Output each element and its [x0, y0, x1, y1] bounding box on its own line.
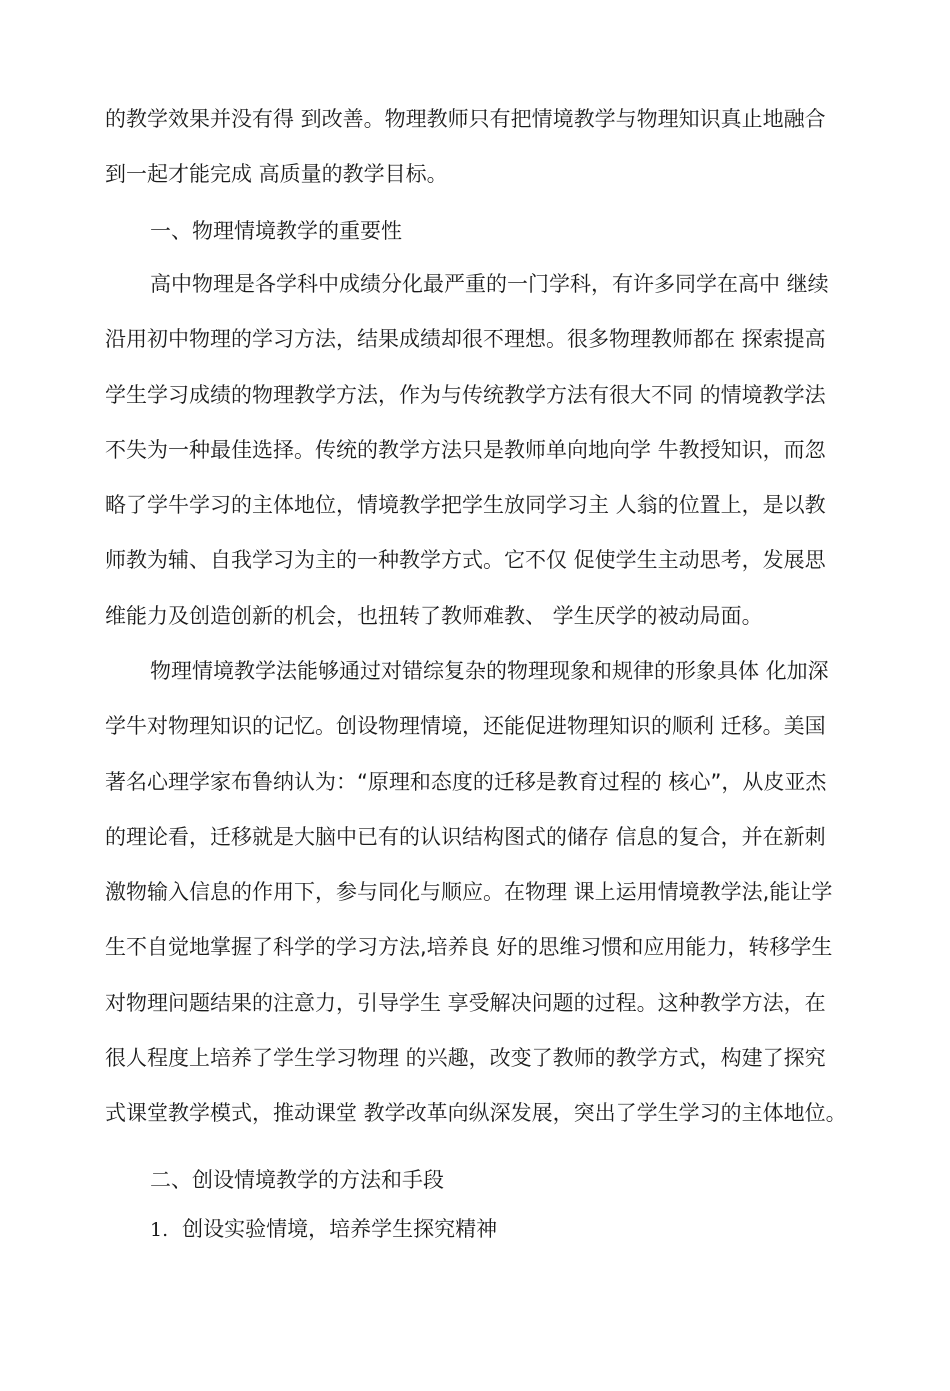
text-line: 到一起才能完成 高质量的教学目标。 [105, 162, 448, 187]
text-line: 学生学习成绩的物理教学方法，作为与传统教学方法有很大不同 的情境教学法 [105, 382, 826, 407]
text-line: 著名心理学家布鲁纳认为：“原理和态度的迁移是教育过程的 核心”，从皮亚杰 [105, 769, 827, 794]
section-heading-1: 一、物理情境教学的重要性 [150, 219, 402, 243]
text-line: 对物理问题结果的注意力，引导学生 享受解决问题的过程。这种教学方法，在 [105, 990, 826, 1015]
paragraph-transfer [105, 644, 850, 1142]
text-line: 师教为辅、自我学习为主的一种教学方式。它不仅 促使学生主动思考，发展思 [105, 548, 826, 573]
text-line: 很人程度上培养了学生学习物理 的兴趣，改变了教师的教学方式，构建了探究 [105, 1046, 826, 1071]
text-line: 式课堂教学模式，推动课堂 教学改革向纵深发展，突出了学生学习的主体地位。 [105, 1101, 847, 1126]
text-line: 沿用初中物理的学习方法，结果成绩却很不理想。很多物理教师都在 探索提高 [105, 327, 826, 352]
intro-paragraph [105, 92, 850, 203]
text-line: 物理情境教学法能够通过对错综复杂的物理现象和规律的形象具体 化加深 [150, 659, 829, 683]
subheading-number: 1. [150, 1219, 169, 1241]
text-line: 高中物理是各学科中成绩分化最严重的一门学科，有许多同学在高中 继续 [150, 272, 829, 296]
text-line: 的理论看，迁移就是大脑中已有的认识结构图式的储存 信息的复合，并在新刺 [105, 824, 826, 849]
text-line: 激物输入信息的作用下，参与同化与顺应。在物理 课上运用情境教学法,能让学 [105, 880, 833, 905]
text-line: 维能力及创造创新的机会，也扭转了教师难教、 学生厌学的被动局面。 [105, 603, 763, 628]
text-line: 略了学牛学习的主体地位，情境教学把学生放同学习主 人翁的位置上，是以教 [105, 493, 826, 518]
text-line: 生不自觉地掌握了科学的学习方法,培养良 好的思维习惯和应用能力，转移学生 [105, 935, 833, 960]
subheading-1 [150, 1214, 497, 1245]
paragraph-importance [105, 257, 850, 644]
text-line: 学牛对物理知识的记忆。创设物理情境，还能促进物理知识的顺利 迁移。美国 [105, 714, 826, 739]
text-line: 的教学效果并没有得 到改善。物理教师只有把情境教学与物理知识真止地融合 [105, 107, 826, 131]
text-line: 不失为一种最佳选择。传统的教学方法只是教师单向地向学 牛教授知识，而忽 [105, 437, 826, 462]
subheading-text: 创设实验情境，培养学生探究精神 [182, 1217, 498, 1241]
section-heading-2: 二、创设情境教学的方法和手段 [150, 1168, 444, 1192]
